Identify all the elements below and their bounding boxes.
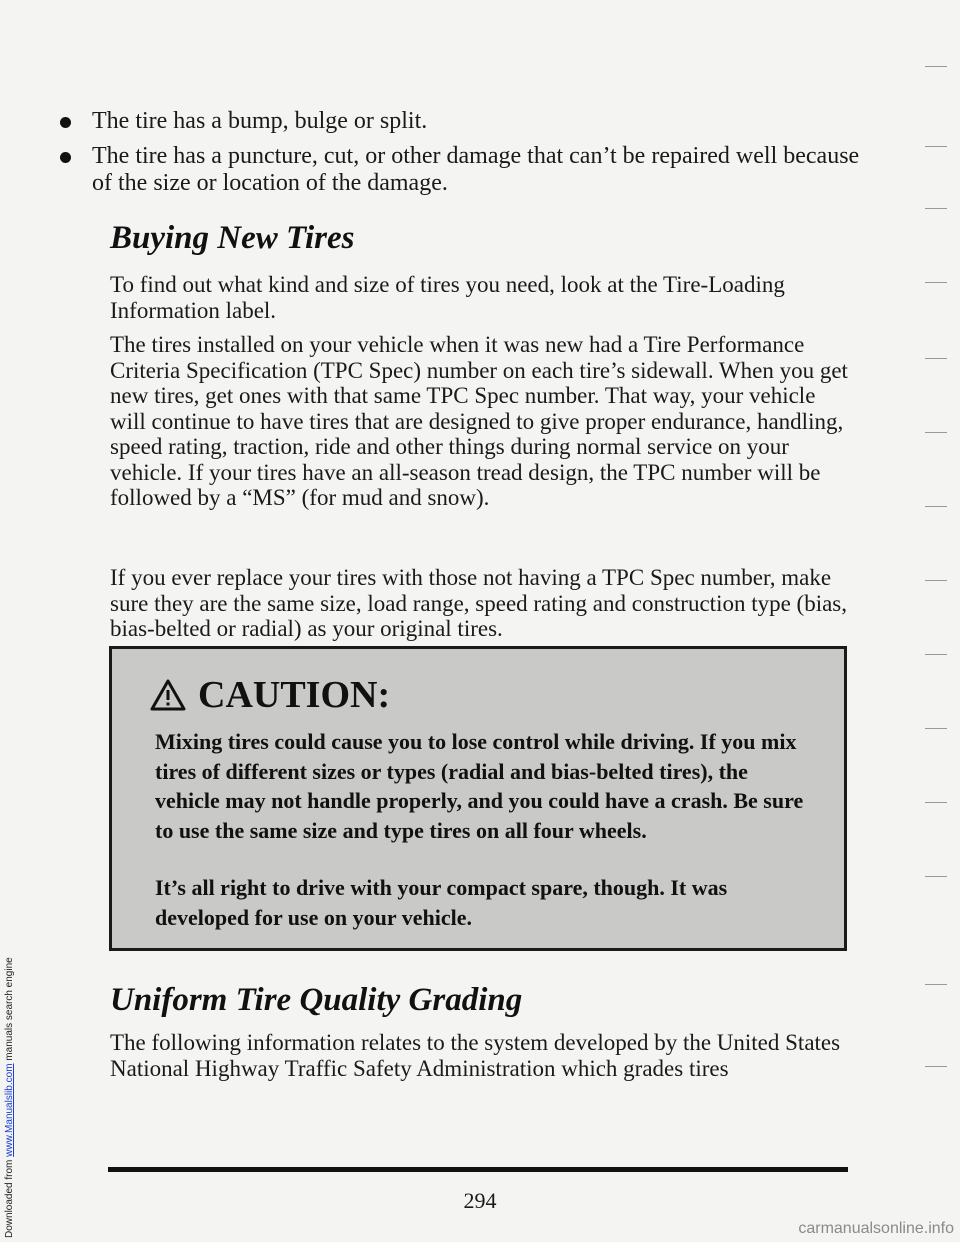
header-prefix: Downloaded from xyxy=(4,1159,15,1238)
paragraph: If you ever replace your tires with those not having a TPC Spec number, make sure they are the same size, load range, speed rating and construction type (bias, bias-belted or radial) as your original tires. xyxy=(110,565,848,641)
bullet-text: The tire has a puncture, cut, or other damage that can’t be repaired well because of the size or location of the damage. xyxy=(92,143,860,196)
section-heading-buying-new-tires: Buying New Tires xyxy=(110,220,355,256)
paragraph: To find out what kind and size of tires you need, look at the Tire-Loading Information label. xyxy=(110,272,785,323)
header-suffix: manuals search engine xyxy=(4,957,15,1061)
footer-watermark: carmanualsonline.info xyxy=(798,1220,954,1237)
footer-rule xyxy=(108,1167,848,1172)
section-heading-uniform-tire-quality-grading: Uniform Tire Quality Grading xyxy=(110,982,523,1018)
caution-box xyxy=(109,646,847,951)
warning-triangle-icon xyxy=(150,679,186,711)
paragraph: The tires installed on your vehicle when it was new had a Tire Performance Criteria Specification (TPC Spec) number on each tire’s sidewall. When you get new tires, get ones with that same TPC Spec number. That way, your vehicle will continue to have tires that are designed to give proper endurance, handling, speed rating, traction, ride and other things during normal service on your vehicle. If your tires have an all-season tread design, the TPC number will be followed by a “MS” (for mud and snow). xyxy=(110,332,848,510)
caution-paragraph: It’s all right to drive with your compact spare, though. It was developed for use on your vehicle. xyxy=(155,875,728,930)
page-number: 294 xyxy=(463,1188,497,1213)
caution-label: CAUTION: xyxy=(198,674,391,716)
caution-title xyxy=(150,673,390,717)
paragraph: The following information relates to the system developed by the United States National Highway Traffic Safety Administration which grades tires xyxy=(110,1030,841,1081)
download-header xyxy=(2,0,18,1242)
bullet-list xyxy=(60,108,860,205)
caution-paragraph: Mixing tires could cause you to lose control while driving. If you mix tires of different sizes or types (radial and bias-belted tires), the vehicle may not handle properly, and you could have a crash. Be sure to use the same size and type tires on all four wheels. xyxy=(155,729,804,843)
list-item xyxy=(60,143,860,197)
manualslib-link[interactable]: www.Manualslib.com xyxy=(4,1063,15,1157)
bullet-icon xyxy=(60,117,71,128)
bullet-icon xyxy=(60,152,71,163)
list-item xyxy=(60,108,860,135)
bullet-text: The tire has a bump, bulge or split. xyxy=(92,108,428,134)
